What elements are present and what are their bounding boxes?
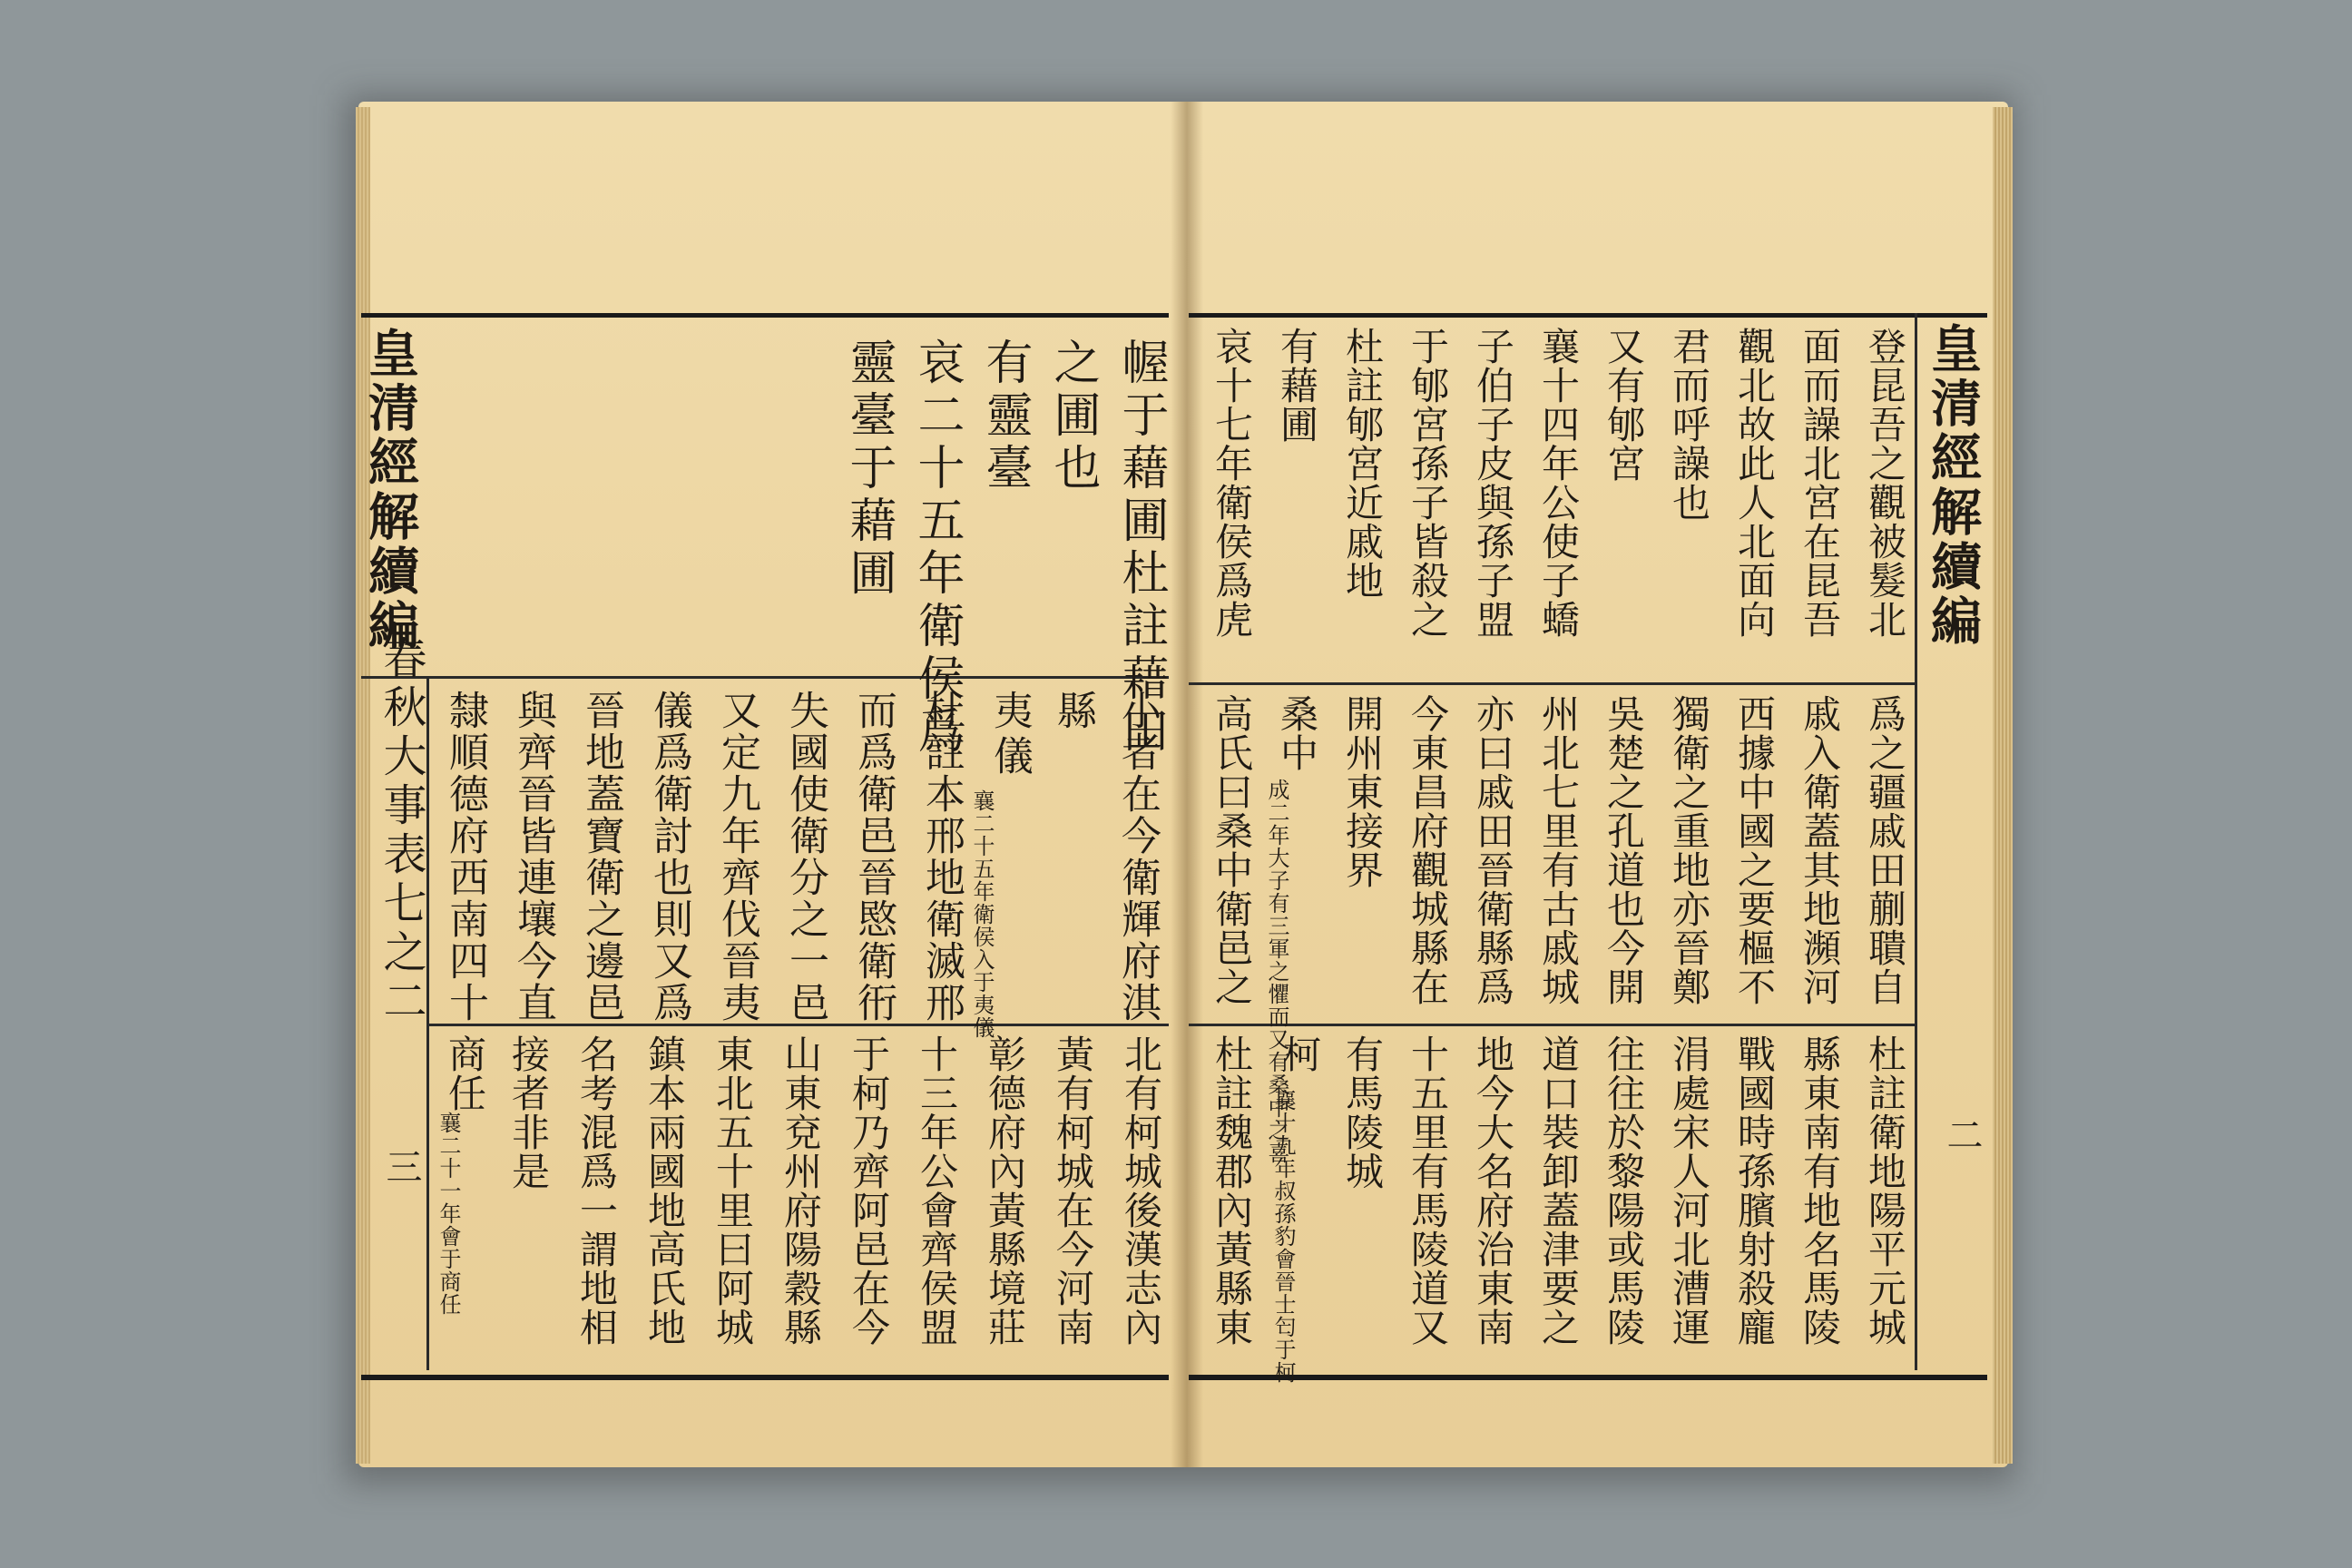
right-upper-col-5: 又有郇宮 [1602, 327, 1646, 483]
left-middle-col-2: 縣 [1050, 690, 1096, 735]
right-lower-col-8: 十五里有馬陵道又 [1406, 1034, 1450, 1347]
left-lower-note: 襄二十一年會于商任 [436, 1112, 461, 1316]
right-upper-col-1: 登昆吾之觀被髮北 [1863, 327, 1907, 639]
left-lower-col-8: 鎮本兩國地高氏地 [642, 1034, 687, 1347]
left-row-divider-1 [361, 676, 1169, 679]
left-middle-col-3: 夷儀 [986, 690, 1033, 780]
right-middle-col-2: 戚入衛蓋其地瀕河 [1798, 694, 1842, 1006]
left-upper-col-2: 之圃也 [1045, 338, 1100, 495]
left-middle-col-11: 隸順德府西南四十 [442, 690, 488, 1024]
left-margin-section: 春秋大事表七之二 [376, 635, 426, 1027]
left-lower-col-4: 十三年公會齊侯盟 [915, 1034, 959, 1347]
right-lower-col-11: 杜註魏郡內黃縣東 [1210, 1034, 1254, 1347]
right-middle-col-3: 西據中國之要樞不 [1732, 694, 1777, 1006]
right-middle-col-10: 桑中 [1275, 694, 1319, 772]
right-page-number: 二 [1941, 1116, 1983, 1158]
left-upper-col-4: 哀二十五年衛侯爲 [909, 338, 964, 759]
right-upper-col-7: 子伯子皮與孫子盟 [1471, 327, 1515, 639]
right-margin-title: 皇清經解續編 [1923, 322, 1983, 649]
right-lower-col-5: 往往於黎陽或馬陵 [1602, 1034, 1646, 1347]
right-middle-col-6: 州北七里有古戚城 [1536, 694, 1581, 1006]
right-lower-col-3: 戰國時孫臏射殺龐 [1732, 1034, 1777, 1347]
left-middle-col-10: 與齊晉皆連壤今直 [510, 690, 556, 1024]
right-row-divider-2 [1189, 1024, 1915, 1026]
right-lower-col-2: 縣東南有地名馬陵 [1798, 1034, 1842, 1347]
left-lower-col-11: 商任 [443, 1034, 487, 1112]
left-middle-col-7: 又定九年齊伐晉夷 [714, 690, 760, 1024]
right-middle-col-4: 獨衛之重地亦晉鄭 [1667, 694, 1711, 1006]
left-middle-col-9: 晉地蓋寶衛之邊邑 [578, 690, 624, 1024]
left-margin-title: 皇清經解續編 [360, 327, 420, 653]
right-upper-col-3: 觀北故此人北面向 [1732, 327, 1777, 639]
left-middle-col-5: 而爲衛邑晉愍衛衎 [850, 690, 897, 1024]
right-lower-col-7: 地今大名府治東南 [1471, 1034, 1515, 1347]
left-lower-col-1: 北有柯城後漢志內 [1119, 1034, 1163, 1347]
left-lower-col-7: 東北五十里曰阿城 [710, 1034, 755, 1347]
right-middle-col-5: 吳楚之孔道也今開 [1602, 694, 1646, 1006]
right-upper-col-10: 有藉圃 [1275, 327, 1319, 444]
left-middle-note: 襄二十五年衛侯入于夷儀 [969, 789, 995, 1039]
left-lower-col-9: 名考混爲一謂地相 [574, 1034, 619, 1347]
right-lower-col-6: 道口裝卸蓋津要之 [1536, 1034, 1581, 1347]
left-middle-col-8: 儀爲衛討也則又爲 [646, 690, 692, 1024]
right-middle-col-11: 高氏曰桑中衛邑之 [1210, 694, 1254, 1006]
right-middle-col-1: 爲之疆戚田蒯聵自 [1863, 694, 1907, 1006]
left-upper-col-1: 幄于藉圃杜註藉田 [1113, 338, 1168, 759]
right-upper-col-8: 于郇宮孫子皆殺之 [1406, 327, 1450, 639]
right-middle-col-7: 亦曰戚田晉衛縣爲 [1471, 694, 1515, 1006]
right-lower-col-9: 有馬陵城 [1340, 1034, 1385, 1191]
left-lower-col-10: 接者非是 [506, 1034, 551, 1191]
left-lower-col-2: 黃有柯城在今河南 [1051, 1034, 1095, 1347]
left-middle-col-1: 小者在今衛輝府淇 [1114, 690, 1161, 1024]
left-upper-col-5: 靈臺于藉圃 [841, 338, 896, 601]
right-lower-note: 襄十九年叔孫豹會晉士匄于柯 [1270, 1089, 1296, 1384]
right-page-edge [1993, 107, 2013, 1464]
left-row-divider-2 [426, 1024, 1169, 1026]
right-upper-col-4: 君而呼譟也 [1667, 327, 1711, 522]
left-middle-col-4: 杜註本邢地衛滅邢 [918, 690, 965, 1024]
right-lower-col-10: 柯 [1278, 1034, 1322, 1073]
right-middle-col-8: 今東昌府觀城縣在 [1406, 694, 1450, 1006]
right-middle-col-9: 開州東接界 [1340, 694, 1385, 889]
left-middle-col-6: 失國使衛分之一邑 [782, 690, 828, 1024]
right-middle-note: 成二年大子有三軍之懼而又有桑中之喜 [1264, 779, 1289, 1164]
right-upper-col-2: 面而譟北宮在昆吾 [1798, 327, 1842, 639]
left-lower-col-6: 山東兗州府陽穀縣 [779, 1034, 823, 1347]
right-upper-col-9: 杜註郇宮近戚地 [1340, 327, 1385, 600]
right-upper-col-11: 哀十七年衛侯爲虎 [1210, 327, 1254, 639]
right-upper-col-6: 襄十四年公使子蟜 [1536, 327, 1581, 639]
left-upper-col-3: 有靈臺 [977, 338, 1032, 495]
right-lower-col-4: 涓處宋人河北漕運 [1667, 1034, 1711, 1347]
left-lower-col-3: 彰德府內黃縣境莊 [983, 1034, 1027, 1347]
right-margin-rule [1915, 313, 1917, 1370]
left-lower-col-5: 于柯乃齊阿邑在今 [847, 1034, 891, 1347]
left-page-number: 三 [380, 1148, 422, 1190]
right-row-divider-1 [1189, 682, 1915, 685]
right-lower-col-1: 杜註衛地陽平元城 [1863, 1034, 1907, 1347]
